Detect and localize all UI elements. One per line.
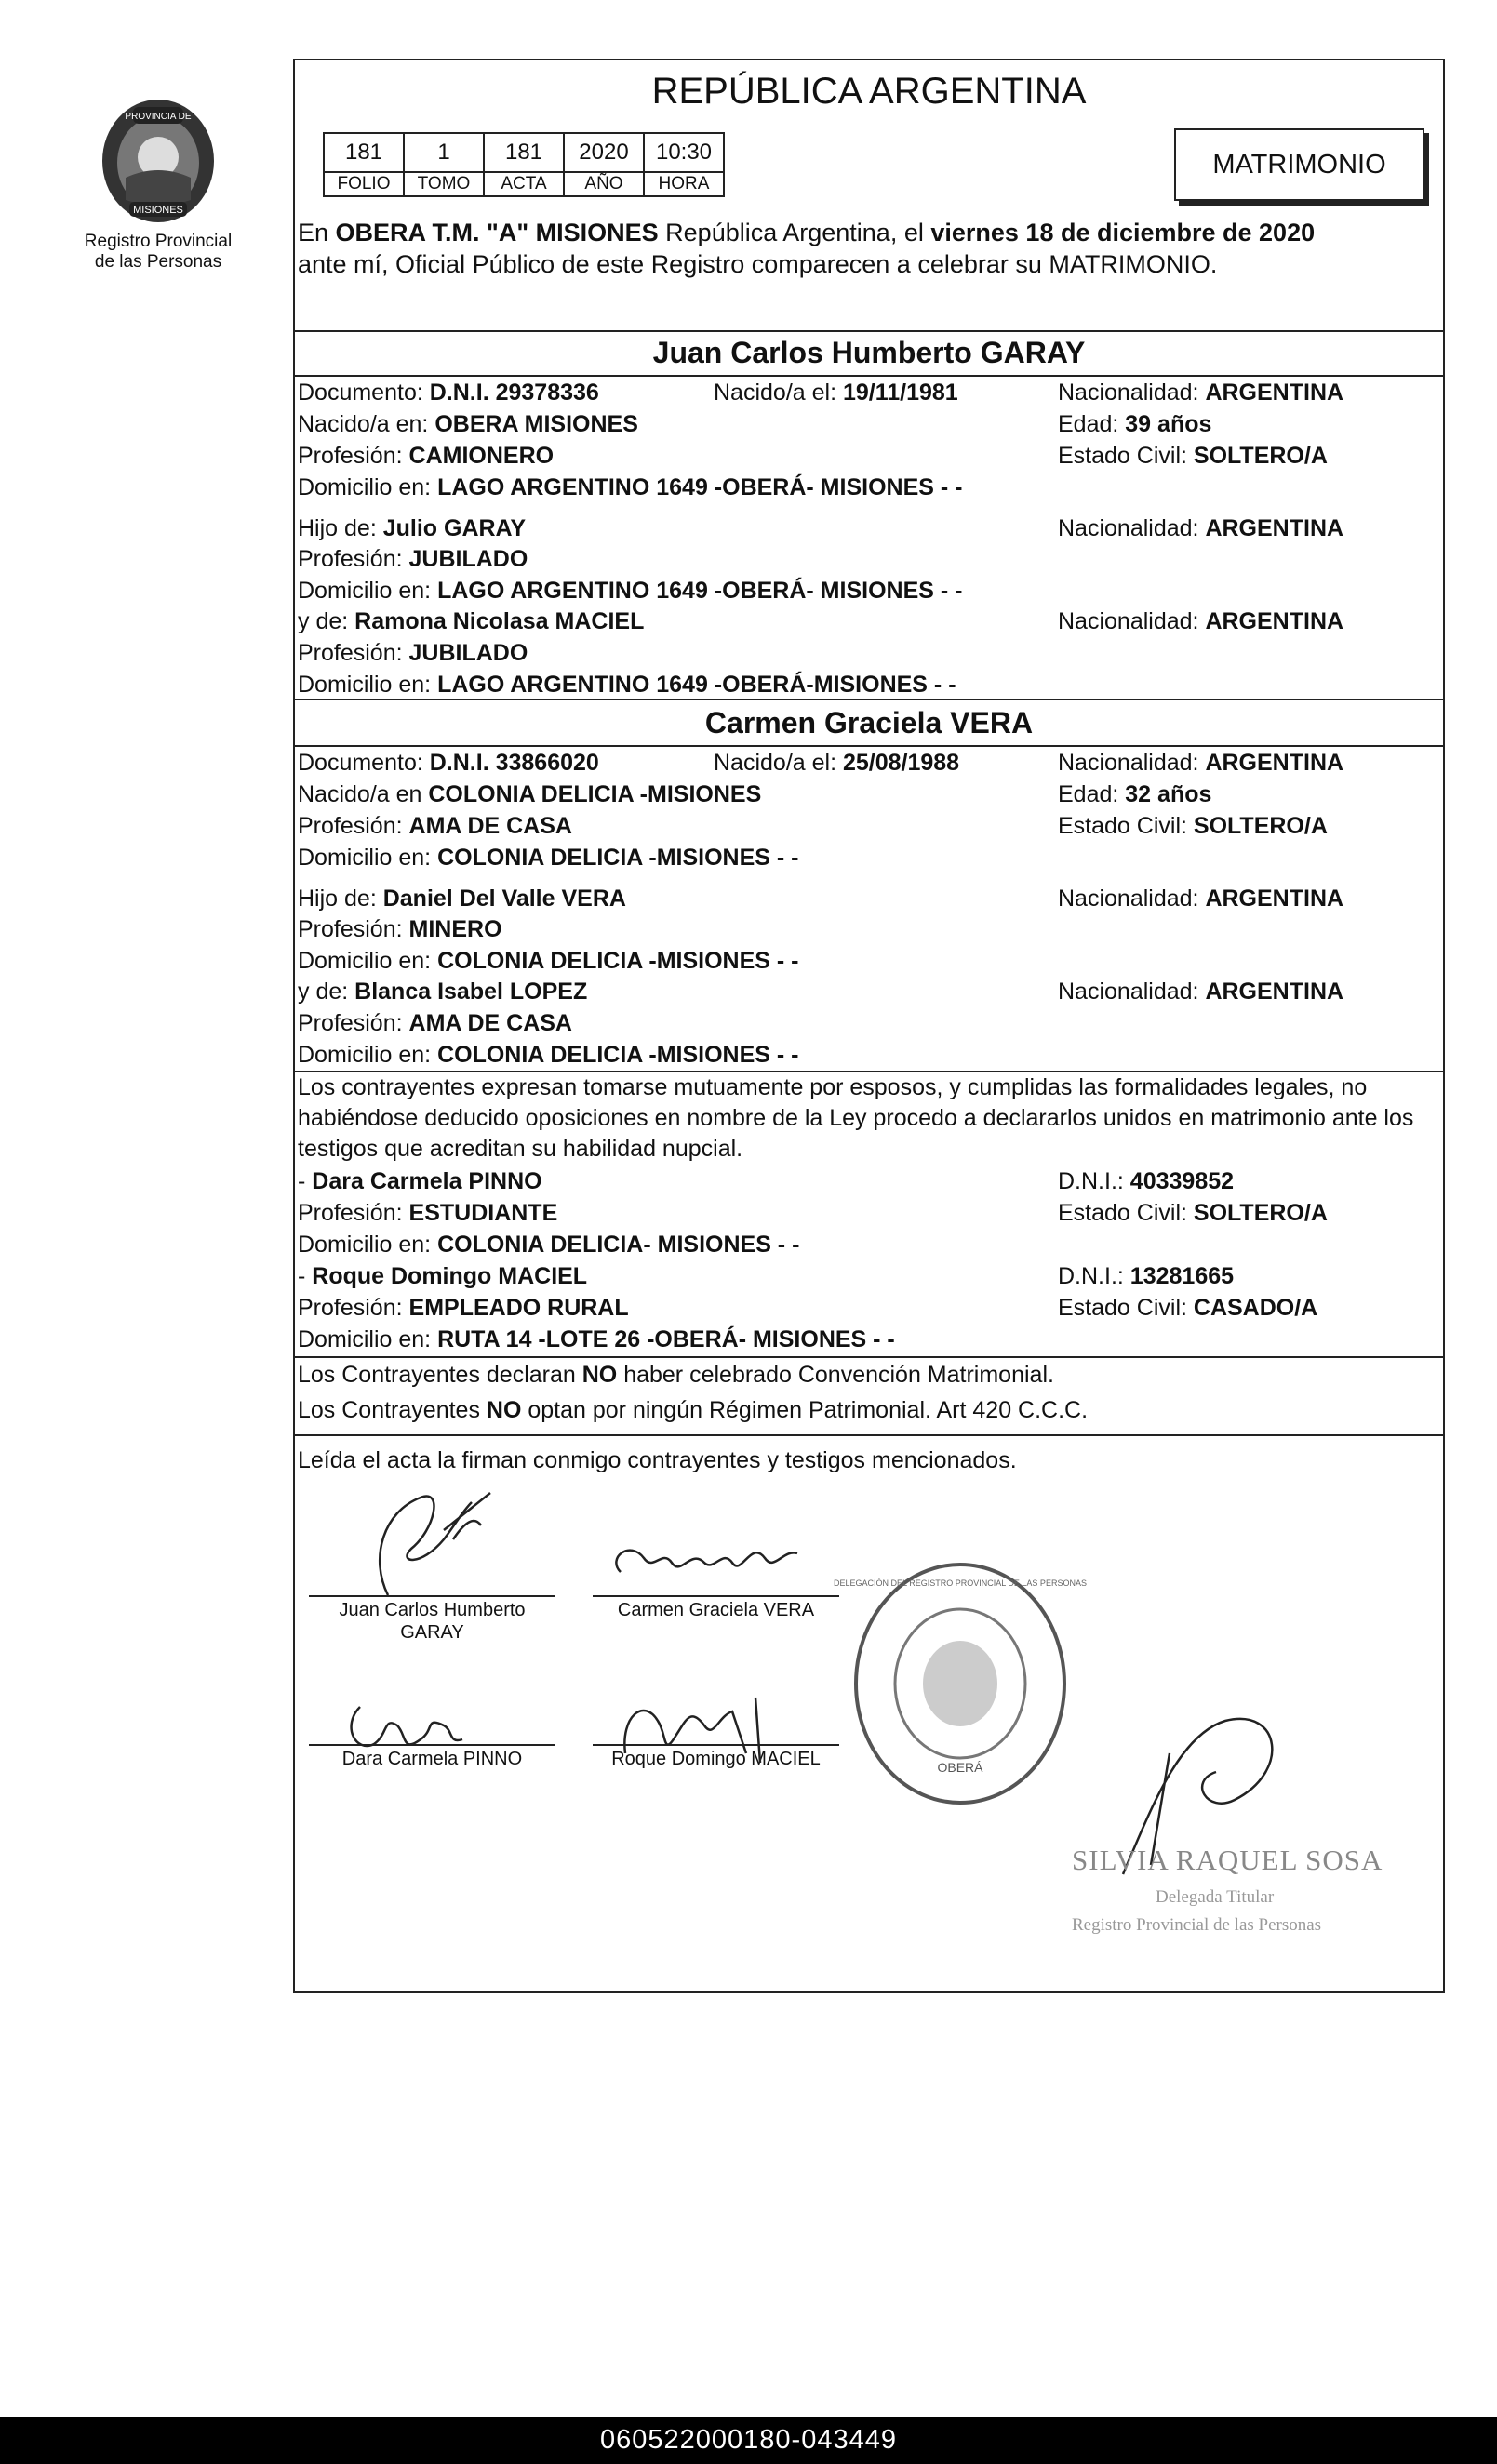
signature-caption-witness1: Dara Carmela PINNO xyxy=(341,1749,523,1769)
seal-bottom-text: MISIONES xyxy=(133,205,183,216)
bride-civil-status: Estado Civil: SOLTERO/A xyxy=(1058,813,1328,839)
groom-profession: Profesión: CAMIONERO xyxy=(298,443,555,469)
bride-father-address: Domicilio en: COLONIA DELICIA -MISIONES - - xyxy=(298,948,799,974)
hour-value: 10:30 xyxy=(644,133,724,172)
groom-name: Juan Carlos Humberto GARAY xyxy=(652,336,1086,369)
barcode-number: 060522000180-043449 xyxy=(0,2417,1497,2464)
bride-age: Edad: 32 años xyxy=(1058,781,1212,807)
witness1-civil-status: Estado Civil: SOLTERO/A xyxy=(1058,1200,1328,1226)
official-organization: Registro Provincial de las Personas xyxy=(1072,1915,1322,1935)
groom-nationality: Nacionalidad: ARGENTINA xyxy=(1058,380,1344,406)
witness2-dni: D.N.I.: 13281665 xyxy=(1058,1263,1235,1289)
page-title: REPÚBLICA ARGENTINA xyxy=(651,71,1087,112)
read-line: Leída el acta la firman conmigo contrayentes y testigos mencionados. xyxy=(298,1447,1017,1473)
bride-nationality: Nacionalidad: ARGENTINA xyxy=(1058,750,1344,776)
witness1-name: - Dara Carmela PINNO xyxy=(298,1168,542,1194)
groom-signature-icon xyxy=(332,1474,537,1605)
groom-birthdate: Nacido/a el: 19/11/1981 xyxy=(714,380,958,406)
seal-top-text: PROVINCIA DE xyxy=(125,112,192,122)
tomo-value: 1 xyxy=(404,133,484,172)
groom-mother-nationality: Nacionalidad: ARGENTINA xyxy=(1058,608,1344,634)
bride-father-profession: Profesión: MINERO xyxy=(298,916,502,942)
witness1-signature-icon xyxy=(332,1688,518,1772)
groom-father-address: Domicilio en: LAGO ARGENTINO 1649 -OBERÁ- MISIONES - - xyxy=(298,578,963,604)
witness2-civil-status: Estado Civil: CASADO/A xyxy=(1058,1295,1318,1321)
note-convention: Los Contrayentes declaran NO haber celebrado Convención Matrimonial. xyxy=(298,1362,1054,1388)
groom-address: Domicilio en: LAGO ARGENTINO 1649 -OBERÁ- MISIONES - - xyxy=(298,474,963,500)
emblem-caption-line2: de las Personas xyxy=(94,252,222,272)
registry-stamp-icon xyxy=(834,1558,1087,1809)
witness2-name: - Roque Domingo MACIEL xyxy=(298,1263,588,1289)
bride-mother-profession: Profesión: AMA DE CASA xyxy=(298,1010,572,1036)
year-label: AÑO xyxy=(564,172,644,196)
folio-table xyxy=(323,132,725,197)
official-name: SILVIA RAQUEL SOSA xyxy=(1072,1844,1383,1876)
emblem-caption xyxy=(74,232,242,273)
groom-civil-status: Estado Civil: SOLTERO/A xyxy=(1058,443,1328,469)
bride-father-nationality: Nacionalidad: ARGENTINA xyxy=(1058,886,1344,912)
groom-father: Hijo de: Julio GARAY xyxy=(298,515,526,541)
certificate-frame xyxy=(293,59,1445,1993)
tomo-label: TOMO xyxy=(404,172,484,196)
signature-caption-groom: Juan Carlos Humberto GARAY xyxy=(339,1600,526,1643)
bride-father: Hijo de: Daniel Del Valle VERA xyxy=(298,886,626,912)
acta-label: ACTA xyxy=(484,172,564,196)
bride-mother-nationality: Nacionalidad: ARGENTINA xyxy=(1058,979,1344,1005)
declaration-paragraph: Los contrayentes expresan tomarse mutuamente por esposos, y cumplidas las formalidades legales, no habiéndose deducido oposiciones en nombre de la Ley procedo a declararlos unidos en matrimonio ante los testigos que acreditan su habilidad nupcial. xyxy=(298,1074,1414,1162)
bride-address: Domicilio en: COLONIA DELICIA -MISIONES - - xyxy=(298,845,799,871)
witness2-address: Domicilio en: RUTA 14 -LOTE 26 -OBERÁ- MISIONES - - xyxy=(298,1326,895,1352)
signature-caption-witness2: Roque Domingo MACIEL xyxy=(611,1749,821,1769)
acta-value: 181 xyxy=(484,133,564,172)
bride-signature-icon xyxy=(602,1521,816,1605)
groom-mother: y de: Ramona Nicolasa MACIEL xyxy=(298,608,645,634)
note-regime: Los Contrayentes NO optan por ningún Régimen Patrimonial. Art 420 C.C.C. xyxy=(298,1397,1089,1423)
witness2-signature-icon xyxy=(607,1679,793,1772)
intro-line-2: ante mí, Oficial Público de este Registro comparecen a celebrar su MATRIMONIO. xyxy=(298,250,1218,278)
year-value: 2020 xyxy=(564,133,644,172)
groom-document: Documento: D.N.I. 29378336 xyxy=(298,380,599,406)
witness1-address: Domicilio en: COLONIA DELICIA- MISIONES - - xyxy=(298,1232,800,1258)
groom-mother-profession: Profesión: JUBILADO xyxy=(298,640,528,666)
bride-birthdate: Nacido/a el: 25/08/1988 xyxy=(714,750,960,776)
bride-profession: Profesión: AMA DE CASA xyxy=(298,813,572,839)
province-seal-icon xyxy=(88,88,228,228)
groom-mother-address: Domicilio en: LAGO ARGENTINO 1649 -OBERÁ-MISIONES - - xyxy=(298,672,956,698)
groom-birthplace: Nacido/a en: OBERA MISIONES xyxy=(298,411,638,437)
bride-birthplace: Nacido/a en COLONIA DELICIA -MISIONES xyxy=(298,781,762,807)
groom-father-profession: Profesión: JUBILADO xyxy=(298,546,528,572)
witness2-profession: Profesión: EMPLEADO RURAL xyxy=(298,1295,629,1321)
folio-value: 181 xyxy=(324,133,404,172)
bride-name: Carmen Graciela VERA xyxy=(704,706,1034,739)
bride-mother: y de: Blanca Isabel LOPEZ xyxy=(298,979,588,1005)
bride-mother-address: Domicilio en: COLONIA DELICIA -MISIONES - - xyxy=(298,1042,799,1068)
groom-father-nationality: Nacionalidad: ARGENTINA xyxy=(1058,515,1344,541)
witness1-dni: D.N.I.: 40339852 xyxy=(1058,1168,1235,1194)
stamp-ring-text: DELEGACIÓN DEL REGISTRO PROVINCIAL DE LAS PERSONAS xyxy=(834,1578,1087,1588)
registry-emblem xyxy=(74,88,242,273)
folio-label: FOLIO xyxy=(324,172,404,196)
signature-caption-bride: Carmen Graciela VERA xyxy=(617,1600,815,1620)
witness1-profession: Profesión: ESTUDIANTE xyxy=(298,1200,558,1226)
groom-age: Edad: 39 años xyxy=(1058,411,1212,437)
intro-line-1: En OBERA T.M. "A" MISIONES República Argentina, el viernes 18 de diciembre de 2020 xyxy=(298,219,1316,246)
official-title: Delegada Titular xyxy=(1156,1887,1275,1907)
stamp-city: OBERÁ xyxy=(937,1760,983,1775)
emblem-caption-line1: Registro Provincial xyxy=(84,232,233,251)
act-type-box: MATRIMONIO xyxy=(1174,128,1424,201)
hour-label: HORA xyxy=(644,172,724,196)
bride-document: Documento: D.N.I. 33866020 xyxy=(298,750,599,776)
